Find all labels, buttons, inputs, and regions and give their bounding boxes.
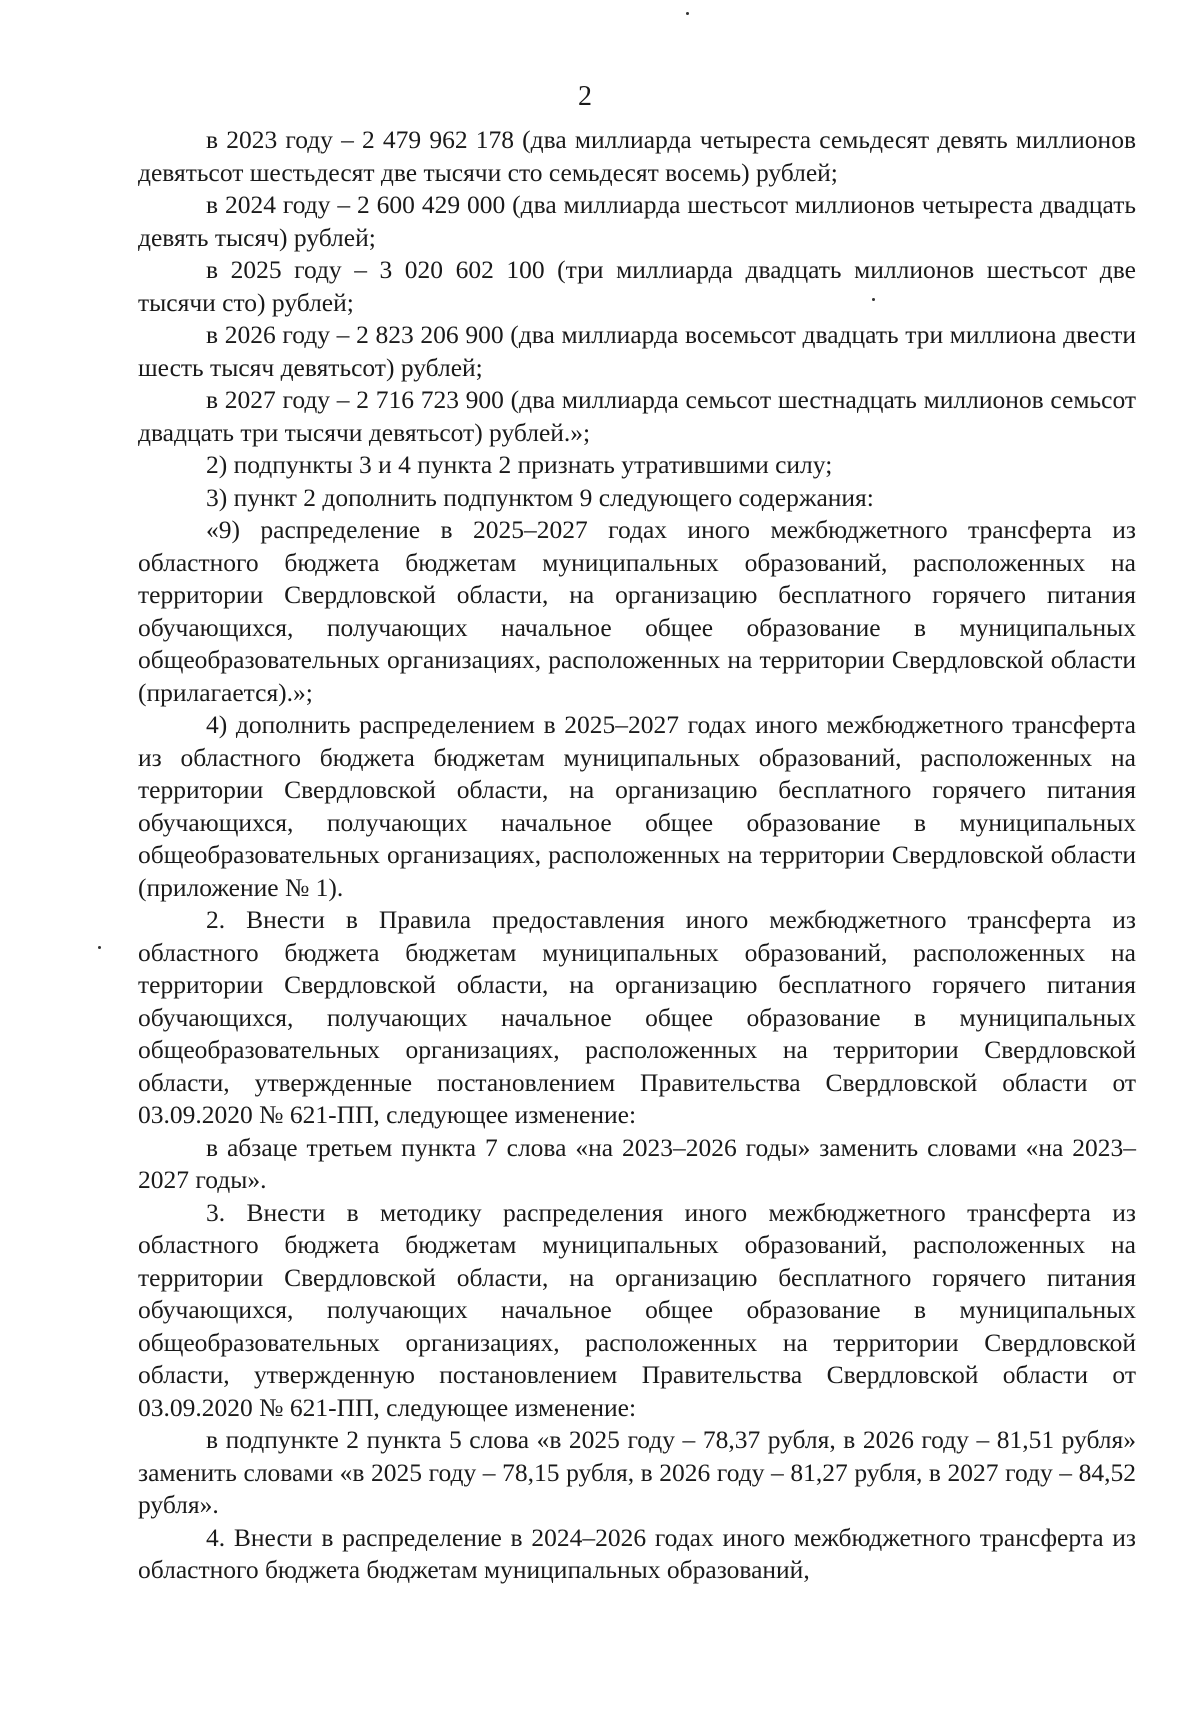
paragraph-2025-amount: в 2025 году – 3 020 602 100 (три миллиарда двадцать миллионов шестьсот две тысячи сто) рублей; <box>138 255 1136 317</box>
page-number: 2 <box>578 81 592 112</box>
scan-speck <box>98 946 101 949</box>
paragraph-item-3: 3. Внести в методику распределения иного межбюджетного трансферта из областного бюджета бюджетам муниципальных образований, расположенных на территории Свердловской области, на организацию бесплатного горячего питания обучающихся, получающих начальное общее образование в муниципальных общеобразовательных организациях, расположенных на территории Свердловской области, утвержденную постановлением Правительства Свердловской области от 03.09.2020 № 621-ПП, следующее изменение: <box>138 1197 1136 1422</box>
paragraph-item-2-change: в абзаце третьем пункта 7 слова «на 2023–2026 годы» заменить словами «на 2023–2027 годы». <box>138 1132 1136 1194</box>
paragraph-2023-amount: в 2023 году – 2 479 962 178 (два миллиарда четыреста семьдесят девять миллионов девятьсот шестьдесят две тысячи сто семьдесят восемь) рублей; <box>138 125 1136 187</box>
paragraph-item-3-change: в подпункте 2 пункта 5 слова «в 2025 году – 78,37 рубля, в 2026 году – 81,51 рубля» заменить словами «в 2025 году – 78,15 рубля, в 2026 году – 81,27 рубля, в 2027 году – 84,52 рубля». <box>138 1425 1136 1519</box>
paragraph-2027-amount: в 2027 году – 2 716 723 900 (два миллиарда семьсот шестнадцать миллионов семьсот двадцать три тысячи девятьсот) рублей.»; <box>138 385 1136 447</box>
paragraph-quoted-subitem-9: «9) распределение в 2025–2027 годах иного межбюджетного трансферта из областного бюджета бюджетам муниципальных образований, расположенных на территории Свердловской области, на организацию бесплатного горячего питания обучающихся, получающих начальное общее образование в муниципальных общеобразовательных организациях, расположенных на территории Свердловской области (прилагается).»; <box>138 515 1136 707</box>
paragraph-subitem-4: 4) дополнить распределением в 2025–2027 годах иного межбюджетного трансферта из областного бюджета бюджетам муниципальных образований, расположенных на территории Свердловской области, на организацию бесплатного горячего питания обучающихся, получающих начальное общее образование в муниципальных общеобразовательных организациях, расположенных на территории Свердловской области (приложение № 1). <box>138 710 1136 902</box>
paragraph-subitem-2: 2) подпункты 3 и 4 пункта 2 признать утратившими силу; <box>206 450 833 479</box>
paragraph-subitem-3: 3) пункт 2 дополнить подпунктом 9 следующего содержания: <box>206 482 874 512</box>
scan-speck <box>686 12 689 15</box>
paragraph-item-4: 4. Внести в распределение в 2024–2026 годах иного межбюджетного трансферта из областного бюджета бюджетам муниципальных образований, <box>138 1522 1136 1584</box>
document-body <box>138 124 1136 1587</box>
paragraph-item-2: 2. Внести в Правила предоставления иного межбюджетного трансферта из областного бюджета бюджетам муниципальных образований, расположенных на территории Свердловской области, на организацию бесплатного горячего питания обучающихся, получающих начальное общее образование в муниципальных общеобразовательных организациях, расположенных на территории Свердловской области, утвержденные постановлением Правительства Свердловской области от 03.09.2020 № 621-ПП, следующее изменение: <box>138 905 1136 1129</box>
paragraph-2024-amount: в 2024 году – 2 600 429 000 (два миллиарда шестьсот миллионов четыреста двадцать девять тысяч) рублей; <box>138 190 1136 252</box>
scan-speck <box>872 298 875 301</box>
paragraph-2026-amount: в 2026 году – 2 823 206 900 (два миллиарда восемьсот двадцать три миллиона двести шесть тысяч девятьсот) рублей; <box>138 320 1136 382</box>
